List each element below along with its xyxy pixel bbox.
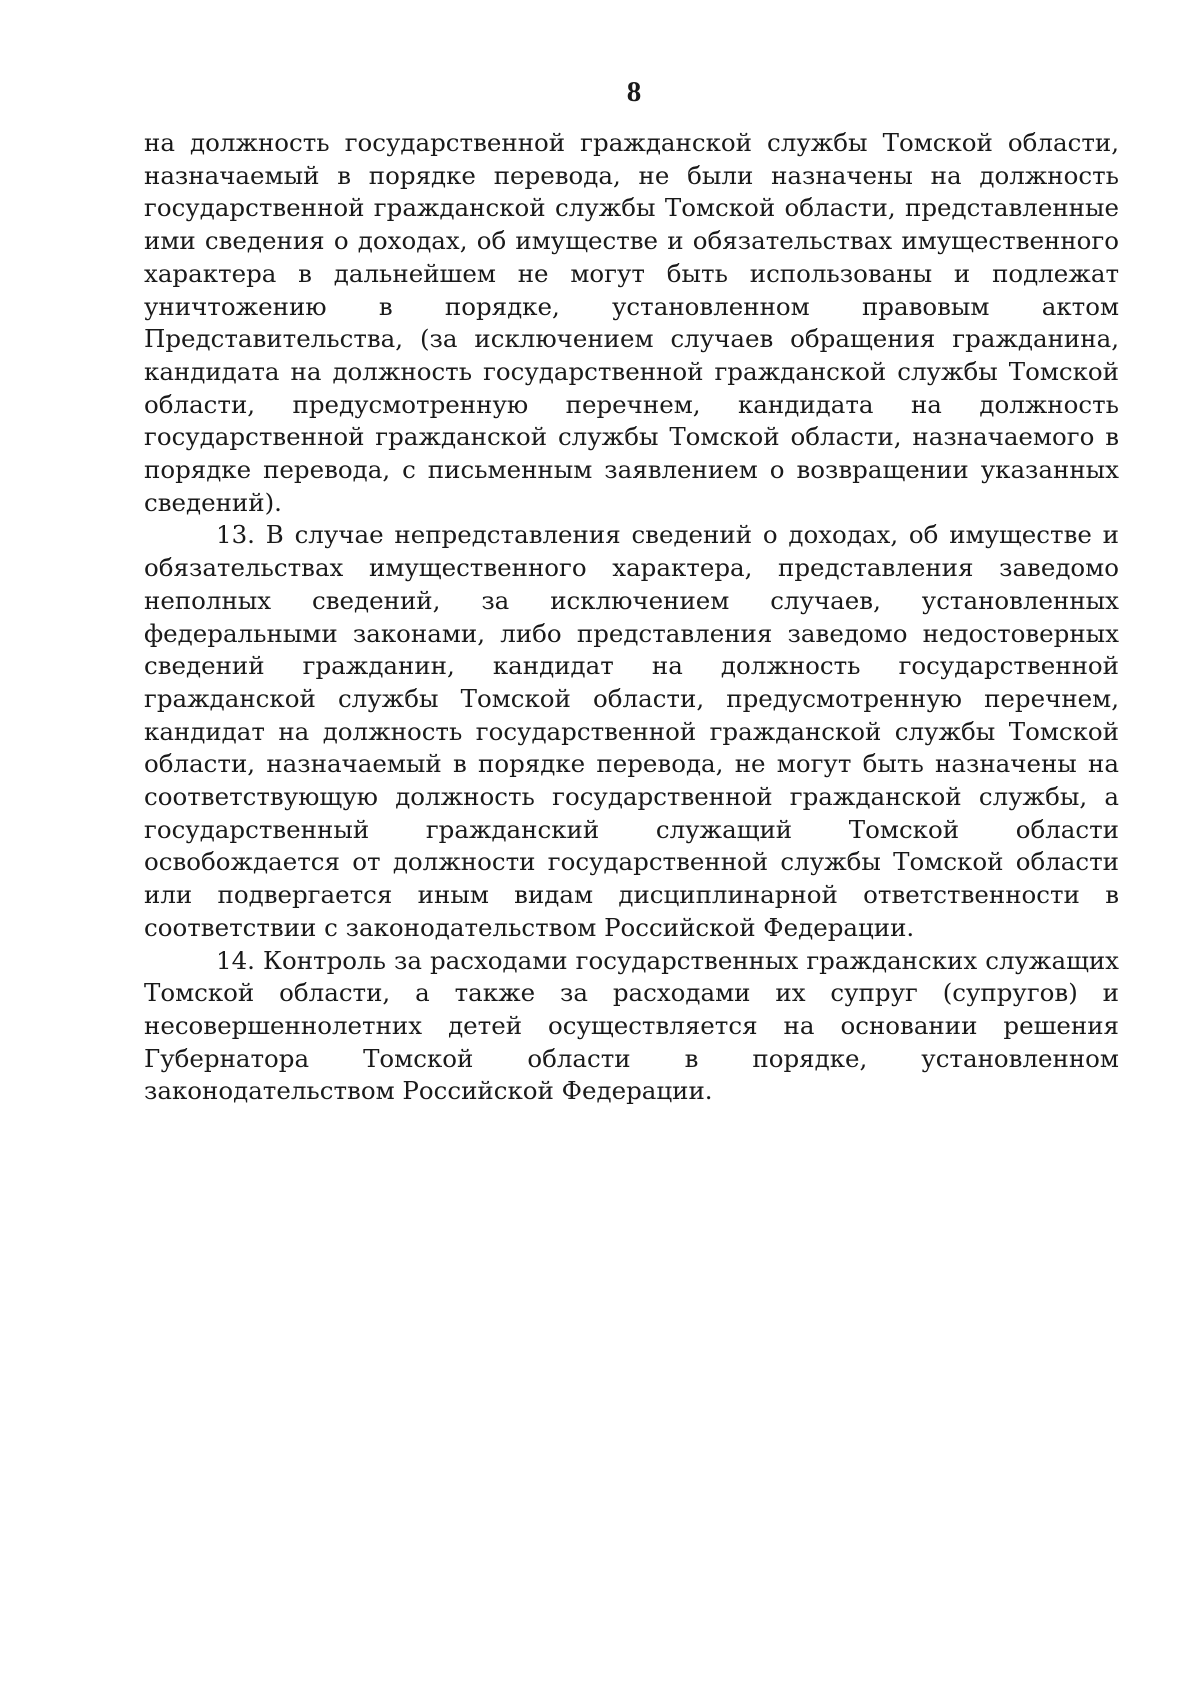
paragraph-13: 13. В случае непредставления сведений о доходах, об имуществе и обязательствах имущественного характера, представления заведомо неполных сведений, за исключением случаев, установленных федеральными законами, либо представления заведомо недостоверных сведений гражданин, кандидат на должность государственной гражданской службы Томской области, предусмотренную перечнем, кандидат на должность государственной гражданской службы Томской области, назначаемый в порядке перевода, не могут быть назначены на соответствующую должность государственной гражданской службы, а государственный гражданский служащий Томской области освобождается от должности государственной службы Томской области или подвергается иным видам дисциплинарной ответственности в соответствии с законодательством Российской Федерации.: [144, 520, 1119, 942]
document-body: [144, 127, 1119, 1108]
paragraph-continuation: на должность государственной гражданской службы Томской области, назначаемый в порядке перевода, не были назначены на должность государственной гражданской службы Томской области, представленные ими сведения о доходах, об имуществе и обязательствах имущественного характера в дальнейшем не могут быть использованы и подлежат уничтожению в порядке, установленном правовым актом Представительства, (за исключением случаев обращения гражданина, кандидата на должность государственной гражданской службы Томской области, предусмотренную перечнем, кандидата на должность государственной гражданской службы Томской области, назначаемого в порядке перевода, с письменным заявлением о возвращении указанных сведений).: [144, 128, 1119, 517]
page-number: 8: [626, 76, 642, 108]
paragraph-14: 14. Контроль за расходами государственных гражданских служащих Томской области, а также за расходами их супруг (супругов) и несовершеннолетних детей осуществляется на основании решения Губернатора Томской области в порядке, установленном законодательством Российской Федерации.: [144, 945, 1119, 1106]
